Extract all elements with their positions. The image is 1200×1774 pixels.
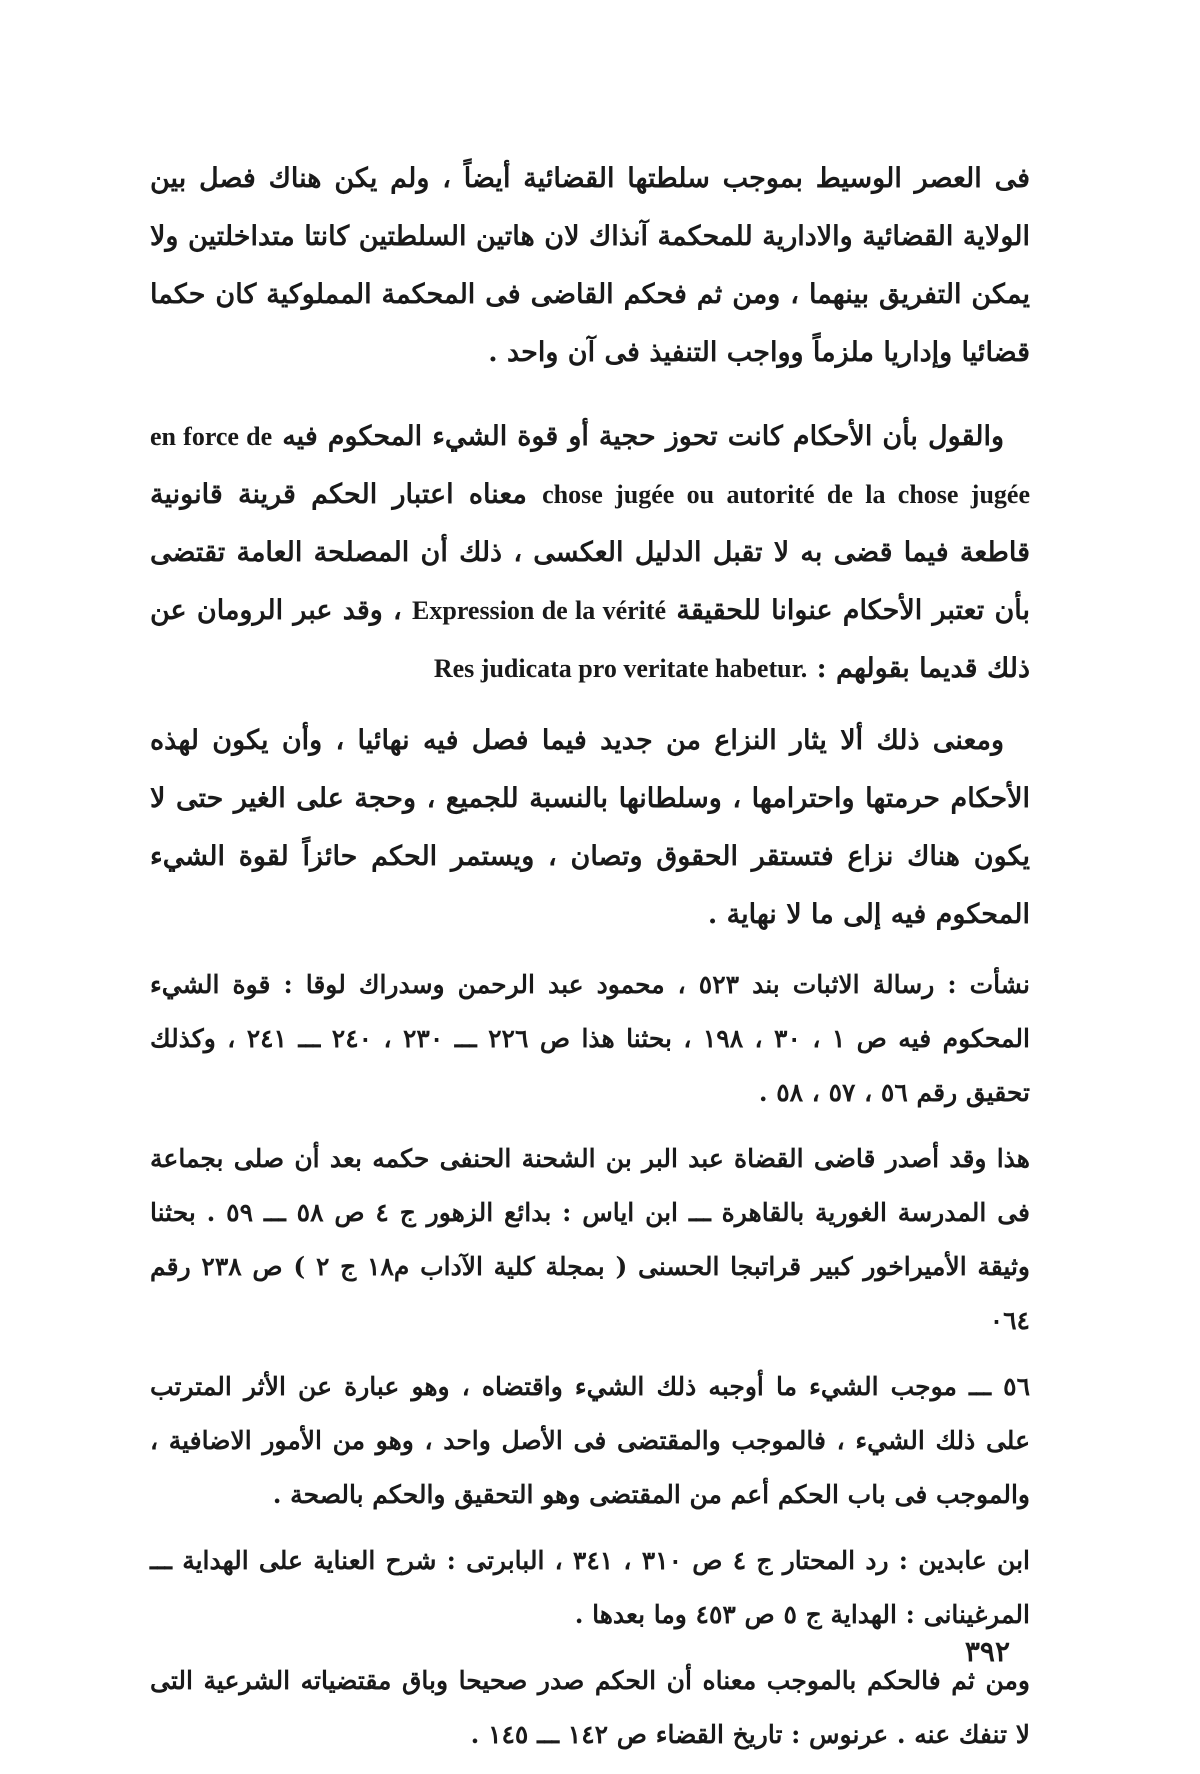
note-1: [150, 958, 1030, 1120]
page-number: ٣٩٢: [964, 1635, 1010, 1668]
paragraph-2-text-a: والقول بأن الأحكام كانت تحوز حجية أو قوة الشيء المحكوم فيه: [282, 421, 1004, 452]
paragraph-2: [150, 408, 1030, 698]
note-4-text: ابن عابدين : رد المحتار ج ٤ ص ٣١٠ ، ٣٤١ ، البابرتى : شرح العناية على الهداية ـــ المرغينانى : الهداية ج ٥ ص ٤٥٣ وما بعدها .: [150, 1546, 1030, 1629]
page-body: [150, 150, 1030, 1774]
note-3: [150, 1360, 1030, 1522]
paragraph-1: [150, 150, 1030, 382]
note-5-text: ومن ثم فالحكم بالموجب معناه أن الحكم صدر صحيحا وباق مقتضياته الشرعية التى لا تنفك عنه . عرنوس : تاريخ القضاء ص ١٤٢ ـــ ١٤٥ .: [150, 1666, 1030, 1749]
note-4: [150, 1534, 1030, 1642]
paragraph-3: [150, 712, 1030, 944]
latin-phrase-verite: Expression de la vérité: [412, 596, 667, 625]
latin-phrase-res-judicata: Res judicata pro veritate habetur.: [433, 654, 808, 683]
note-2: [150, 1132, 1030, 1348]
latin-phrase-chose-jugee: en force de chose jugée ou autorité de la chose jugée: [150, 422, 1030, 509]
note-3-text: ٥٦ ـــ موجب الشيء ما أوجبه ذلك الشيء واقتضاه ، وهو عبارة عن الأثر المترتب على ذلك الشيء ، فالموجب والمقتضى فى الأصل واحد ، وهو من الأمور الاضافية ، والموجب فى باب الحكم أعم من المقتضى وهو التحقيق والحكم بالصحة .: [150, 1372, 1030, 1509]
paragraph-1-text: فى العصر الوسيط بموجب سلطتها القضائية أيضاً ، ولم يكن هناك فصل بين الولاية القضائية والادارية للمحكمة آنذاك لان هاتين السلطتين كانتا متداخلتين ولا يمكن التفريق بينهما ، ومن ثم فحكم القاضى فى المحكمة المملوكية كان حكما قضائيا وإداريا ملزماً وواجب التنفيذ فى آن واحد .: [150, 163, 1030, 368]
paragraph-2-text-c: ، وقد عبر الرومان عن ذلك قديما بقولهم :: [150, 595, 1030, 684]
paragraph-3-text: ومعنى ذلك ألا يثار النزاع من جديد فيما فصل فيه نهائيا ، وأن يكون لهذه الأحكام حرمتها واحترامها ، وسلطانها بالنسبة للجميع ، وحجة على الغير حتى لا يكون هناك نزاع فتستقر الحقوق وتصان ، ويستمر الحكم حائزاً لقوة الشيء المحكوم فيه إلى ما لا نهاية .: [150, 725, 1031, 930]
note-2-text: هذا وقد أصدر قاضى القضاة عبد البر بن الشحنة الحنفى حكمه بعد أن صلى بجماعة فى المدرسة الغورية بالقاهرة ـــ ابن اياس : بدائع الزهور ج ٤ ص ٥٨ ـــ ٥٩ . بحثنا وثيقة الأميراخور كبير قراتبجا الحسنى ( بمجلة كلية الآداب م١٨ ج ٢ ) ص ٢٣٨ رقم ٠٦٤: [150, 1144, 1031, 1335]
note-1-text: نشأت : رسالة الاثبات بند ٥٢٣ ، محمود عبد الرحمن وسدراك لوقا : قوة الشيء المحكوم فيه ص ١ ، ٣٠ ، ١٩٨ ، بحثنا هذا ص ٢٢٦ ـــ ٢٣٠ ، ٢٤٠ ـــ ٢٤١ ، وكذلك تحقيق رقم ٥٦ ، ٥٧ ، ٥٨ .: [150, 970, 1030, 1107]
note-5: [150, 1654, 1030, 1762]
paragraph-2-text-b: معناه اعتبار الحكم قرينة قانونية قاطعة فيما قضى به لا تقبل الدليل العكسى ، ذلك أن المصلحة العامة تقتضى بأن تعتبر الأحكام عنوانا للحقيقة: [150, 479, 1031, 626]
spacer: [150, 396, 1030, 408]
